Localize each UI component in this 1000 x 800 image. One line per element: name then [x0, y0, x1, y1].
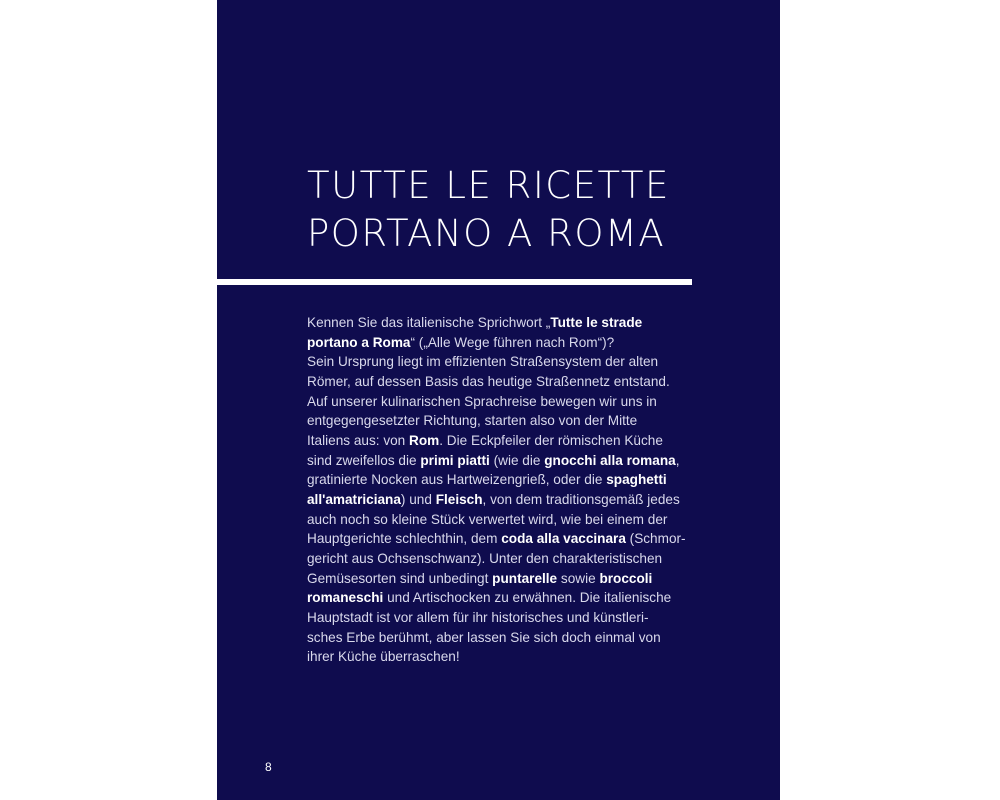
text-line: [307, 411, 697, 431]
text-segment: “ („Alle Wege führen nach Rom“)?: [410, 334, 615, 350]
text-segment: (wie die: [489, 452, 545, 468]
title-line-1: TUTTE LE RICETTE: [307, 164, 670, 207]
page-title: [307, 162, 670, 258]
highlighted-term: romaneschi: [307, 590, 384, 606]
highlighted-term: spaghetti: [606, 472, 667, 488]
text-line: [307, 608, 697, 628]
text-line: [307, 451, 697, 471]
text-segment: sches Erbe berühmt, aber lassen Sie sich doch einmal von: [307, 629, 661, 645]
text-segment: auch noch so kleine Stück verwertet wird, wie bei einem der: [307, 511, 668, 527]
text-segment: ,: [675, 452, 680, 468]
text-segment: Römer, auf dessen Basis das heutige Straßennetz entstand.: [307, 373, 670, 389]
highlighted-term: puntarelle: [492, 570, 558, 586]
text-line: [307, 470, 697, 490]
text-line: [307, 549, 697, 569]
text-segment: , von dem traditionsgemäß jedes: [482, 491, 680, 507]
text-line: [307, 490, 697, 510]
text-line: [307, 352, 697, 372]
text-line: [307, 431, 697, 451]
title-divider: [217, 279, 692, 285]
text-segment: (Schmor-: [625, 531, 686, 547]
text-segment: sowie: [557, 570, 600, 586]
text-line: [307, 372, 697, 392]
highlighted-term: broccoli: [599, 570, 653, 586]
text-segment: ihrer Küche überraschen!: [307, 649, 460, 665]
text-segment: sind zweifellos die: [307, 452, 421, 468]
highlighted-term: portano a Roma: [307, 334, 411, 350]
highlighted-term: all'amatriciana: [307, 491, 401, 507]
text-line: [307, 588, 697, 608]
highlighted-term: coda alla vaccinara: [501, 531, 626, 547]
text-segment: gratinierte Nocken aus Hartweizengrieß, oder die: [307, 472, 607, 488]
text-segment: und Artischocken zu erwähnen. Die italienische: [383, 590, 672, 606]
text-segment: Auf unserer kulinarischen Sprachreise bewegen wir uns in: [307, 393, 657, 409]
highlighted-term: Tutte le strade: [550, 315, 643, 330]
page-number: 8: [265, 760, 272, 774]
text-line: [307, 529, 697, 549]
text-segment: Italiens aus: von: [307, 432, 410, 448]
text-line: [307, 313, 697, 333]
text-line: [307, 510, 697, 530]
text-segment: gericht aus Ochsenschwanz). Unter den charakteristischen: [307, 550, 663, 566]
text-segment: Hauptgerichte schlechthin, dem: [307, 531, 502, 547]
text-segment: Gemüsesorten sind unbedingt: [307, 570, 493, 586]
text-segment: entgegengesetzter Richtung, starten also von der Mitte: [307, 413, 638, 429]
book-page: [217, 0, 780, 800]
body-paragraph: [307, 313, 697, 667]
text-segment: Kennen Sie das italienische Sprichwort „: [307, 315, 551, 330]
text-line: [307, 392, 697, 412]
title-line-2: PORTANO A ROMA: [307, 212, 666, 255]
text-segment: Sein Ursprung liegt im effizienten Straßensystem der alten: [307, 354, 659, 370]
text-segment: Hauptstadt ist vor allem für ihr historisches und künstleri-: [307, 609, 649, 625]
text-segment: . Die Eckpfeiler der römischen Küche: [439, 432, 663, 448]
highlighted-term: Fleisch: [435, 491, 483, 507]
highlighted-term: gnocchi alla romana: [544, 452, 676, 468]
highlighted-term: primi piatti: [420, 452, 490, 468]
text-line: [307, 647, 697, 667]
text-line: [307, 333, 697, 353]
text-line: [307, 569, 697, 589]
text-segment: ) und: [400, 491, 436, 507]
text-line: [307, 628, 697, 648]
highlighted-term: Rom: [409, 432, 440, 448]
